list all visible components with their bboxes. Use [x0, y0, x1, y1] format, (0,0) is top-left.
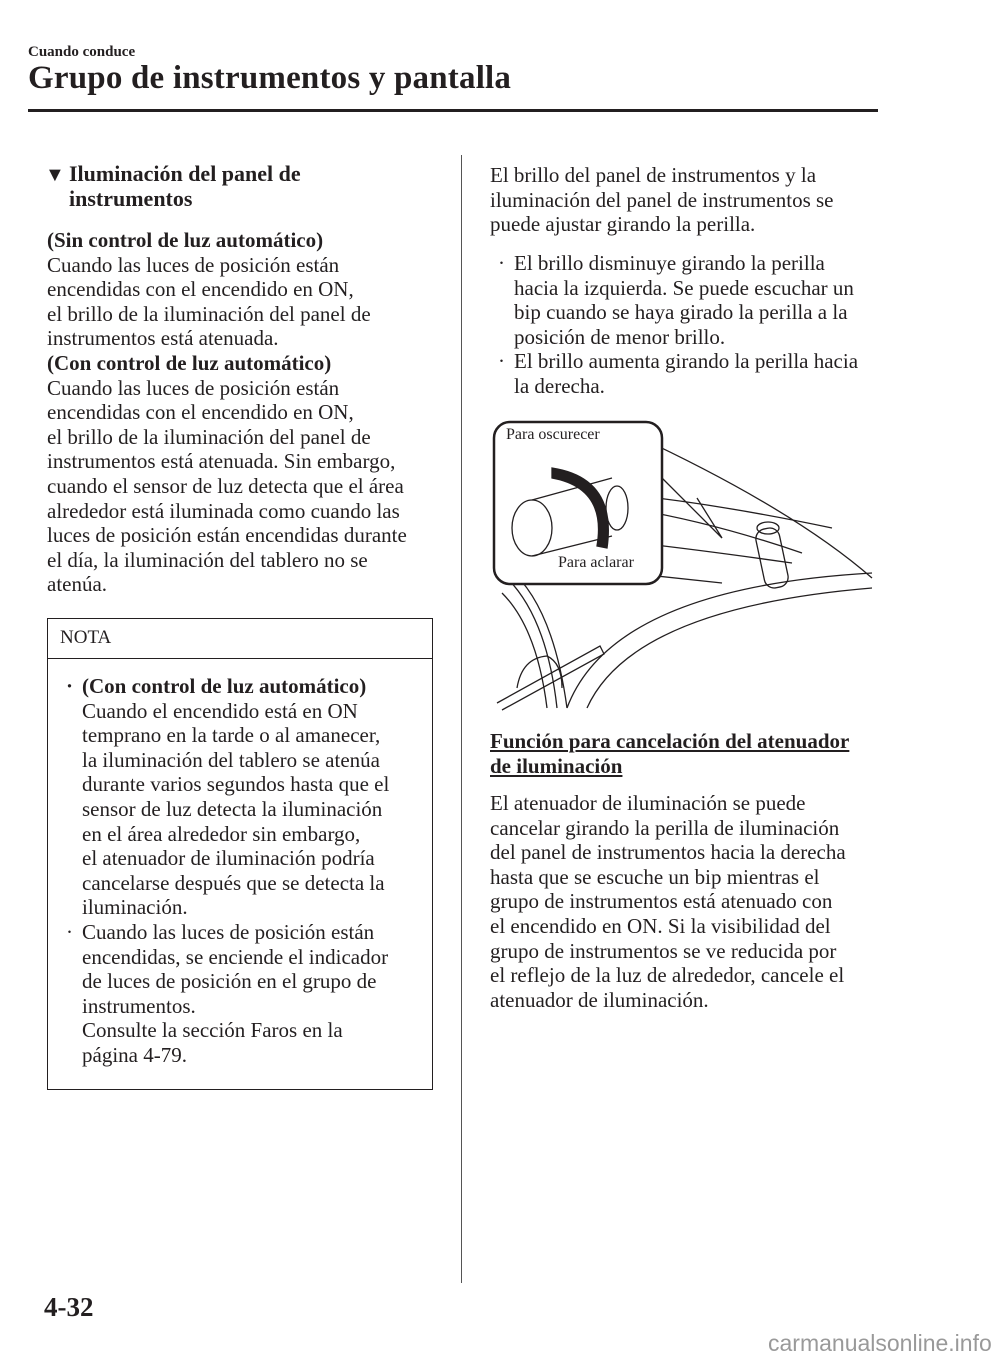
text-line: luces de posición están encendidas durante [47, 523, 407, 548]
text-line: grupo de instrumentos se ve reducida por [490, 938, 837, 963]
text-line: cancelarse después que se detecta la [82, 870, 385, 895]
note-divider [48, 658, 432, 659]
watermark: carmanualsonline.info [768, 1330, 992, 1356]
text-line: Cuando las luces de posición están [82, 919, 375, 944]
text-line: Consulte la sección Faros en la [82, 1018, 343, 1043]
brighten-label: Para aclarar [558, 554, 634, 571]
text-line: la derecha. [514, 373, 605, 398]
note-bullets [58, 674, 389, 1068]
page-number: 4-32 [44, 1292, 94, 1322]
text-line: Cuando las luces de posición están [47, 375, 340, 400]
text-line: en el área alrededor sin embargo, [82, 821, 361, 846]
text-line: temprano en la tarde o al amanecer, [82, 723, 381, 748]
right-body [490, 791, 846, 1012]
text-line: bip cuando se haya girado la perilla a la [514, 300, 848, 325]
note-bullet-1: · (Con control de luz automático) [66, 674, 367, 698]
text-line: instrumentos. [82, 993, 196, 1018]
text-line: el encendido en ON. Si la visibilidad del [490, 913, 831, 938]
section-label: Cuando conduce [28, 44, 136, 60]
text-line: hasta que se escuche un bip mientras el [490, 864, 820, 889]
text-line: el atenuador de iluminación podría [82, 846, 375, 871]
text-line: Función para cancelación del atenuador [490, 729, 850, 753]
text-line: posición de menor brillo. [514, 324, 726, 349]
note-box [47, 618, 433, 1090]
section-heading [47, 162, 301, 211]
dimmer-knob-illustration [492, 418, 884, 710]
subheading [490, 729, 849, 778]
heading-line: Iluminación del panel de [69, 161, 301, 186]
text-line: cancelar girando la perilla de iluminación [490, 815, 840, 840]
text-line: instrumentos está atenuada. Sin embargo, [47, 449, 396, 474]
text-line: alrededor está iluminada como cuando las [47, 498, 400, 523]
text-line: del panel de instrumentos hacia la derecha [490, 840, 846, 865]
right-intro [490, 163, 834, 237]
text-line: (Con control de luz automático) [82, 674, 367, 698]
condition-label: (Sin control de luz automático) [47, 228, 324, 252]
text-line: página 4-79. [82, 1042, 187, 1067]
text-line: encendidas con el encendido en ON, [47, 400, 354, 425]
text-line: el día, la iluminación del tablero no se [47, 547, 368, 572]
text-line: la iluminación del tablero se atenúa [82, 747, 380, 772]
bullet-2: · El brillo aumenta girando la perilla hacia [498, 349, 859, 374]
text-line: El brillo del panel de instrumentos y la [490, 163, 817, 187]
text-line: el reflejo de la luz de alrededor, cancele el [490, 963, 845, 988]
text-line: iluminación del panel de instrumentos se [490, 187, 834, 212]
text-line: puede ajustar girando la perilla. [490, 212, 756, 237]
text-line: sensor de luz detecta la iluminación [82, 796, 383, 821]
text-line: de iluminación [490, 753, 623, 778]
header-rule [28, 109, 878, 112]
text-line: encendidas, se enciende el indicador [82, 944, 389, 969]
left-body [47, 228, 407, 597]
right-bullets [490, 251, 858, 399]
text-line: Cuando el encendido está en ON [82, 698, 358, 723]
text-line: cuando el sensor de luz detecta que el área [47, 473, 404, 498]
text-line: el brillo de la iluminación del panel de [47, 301, 371, 326]
text-line: El brillo disminuye girando la perilla [514, 251, 825, 275]
note-title: NOTA [60, 627, 112, 648]
page-title: Grupo de instrumentos y pantalla [28, 60, 512, 96]
text-line: de luces de posición en el grupo de [82, 969, 377, 994]
condition-label: (Con control de luz automático) [47, 350, 332, 375]
text-line: Cuando las luces de posición están [47, 252, 340, 277]
text-line: El atenuador de iluminación se puede [490, 791, 806, 815]
text-line: durante varios segundos hasta que el [82, 772, 390, 797]
triangle-marker-icon: ▼ [45, 164, 65, 186]
text-line: iluminación. [82, 895, 188, 920]
text-line: hacia la izquierda. Se puede escuchar un [514, 275, 854, 300]
bullet-1: · El brillo disminuye girando la perilla [498, 251, 825, 275]
text-line: El brillo aumenta girando la perilla hacia [514, 349, 859, 374]
darken-label: Para oscurecer [506, 426, 600, 443]
text-line: el brillo de la iluminación del panel de [47, 424, 371, 449]
text-line: instrumentos está atenuada. [47, 326, 279, 351]
column-divider [461, 155, 462, 1283]
text-line: encendidas con el encendido en ON, [47, 277, 354, 302]
heading-line: instrumentos [69, 185, 193, 211]
dimmer-knob-drawing [492, 418, 884, 710]
note-bullet-2: · Cuando las luces de posición están [66, 919, 375, 944]
text-line: grupo de instrumentos está atenuado con [490, 889, 833, 914]
text-line: atenúa. [47, 572, 108, 597]
text-line: atenuador de iluminación. [490, 987, 709, 1012]
